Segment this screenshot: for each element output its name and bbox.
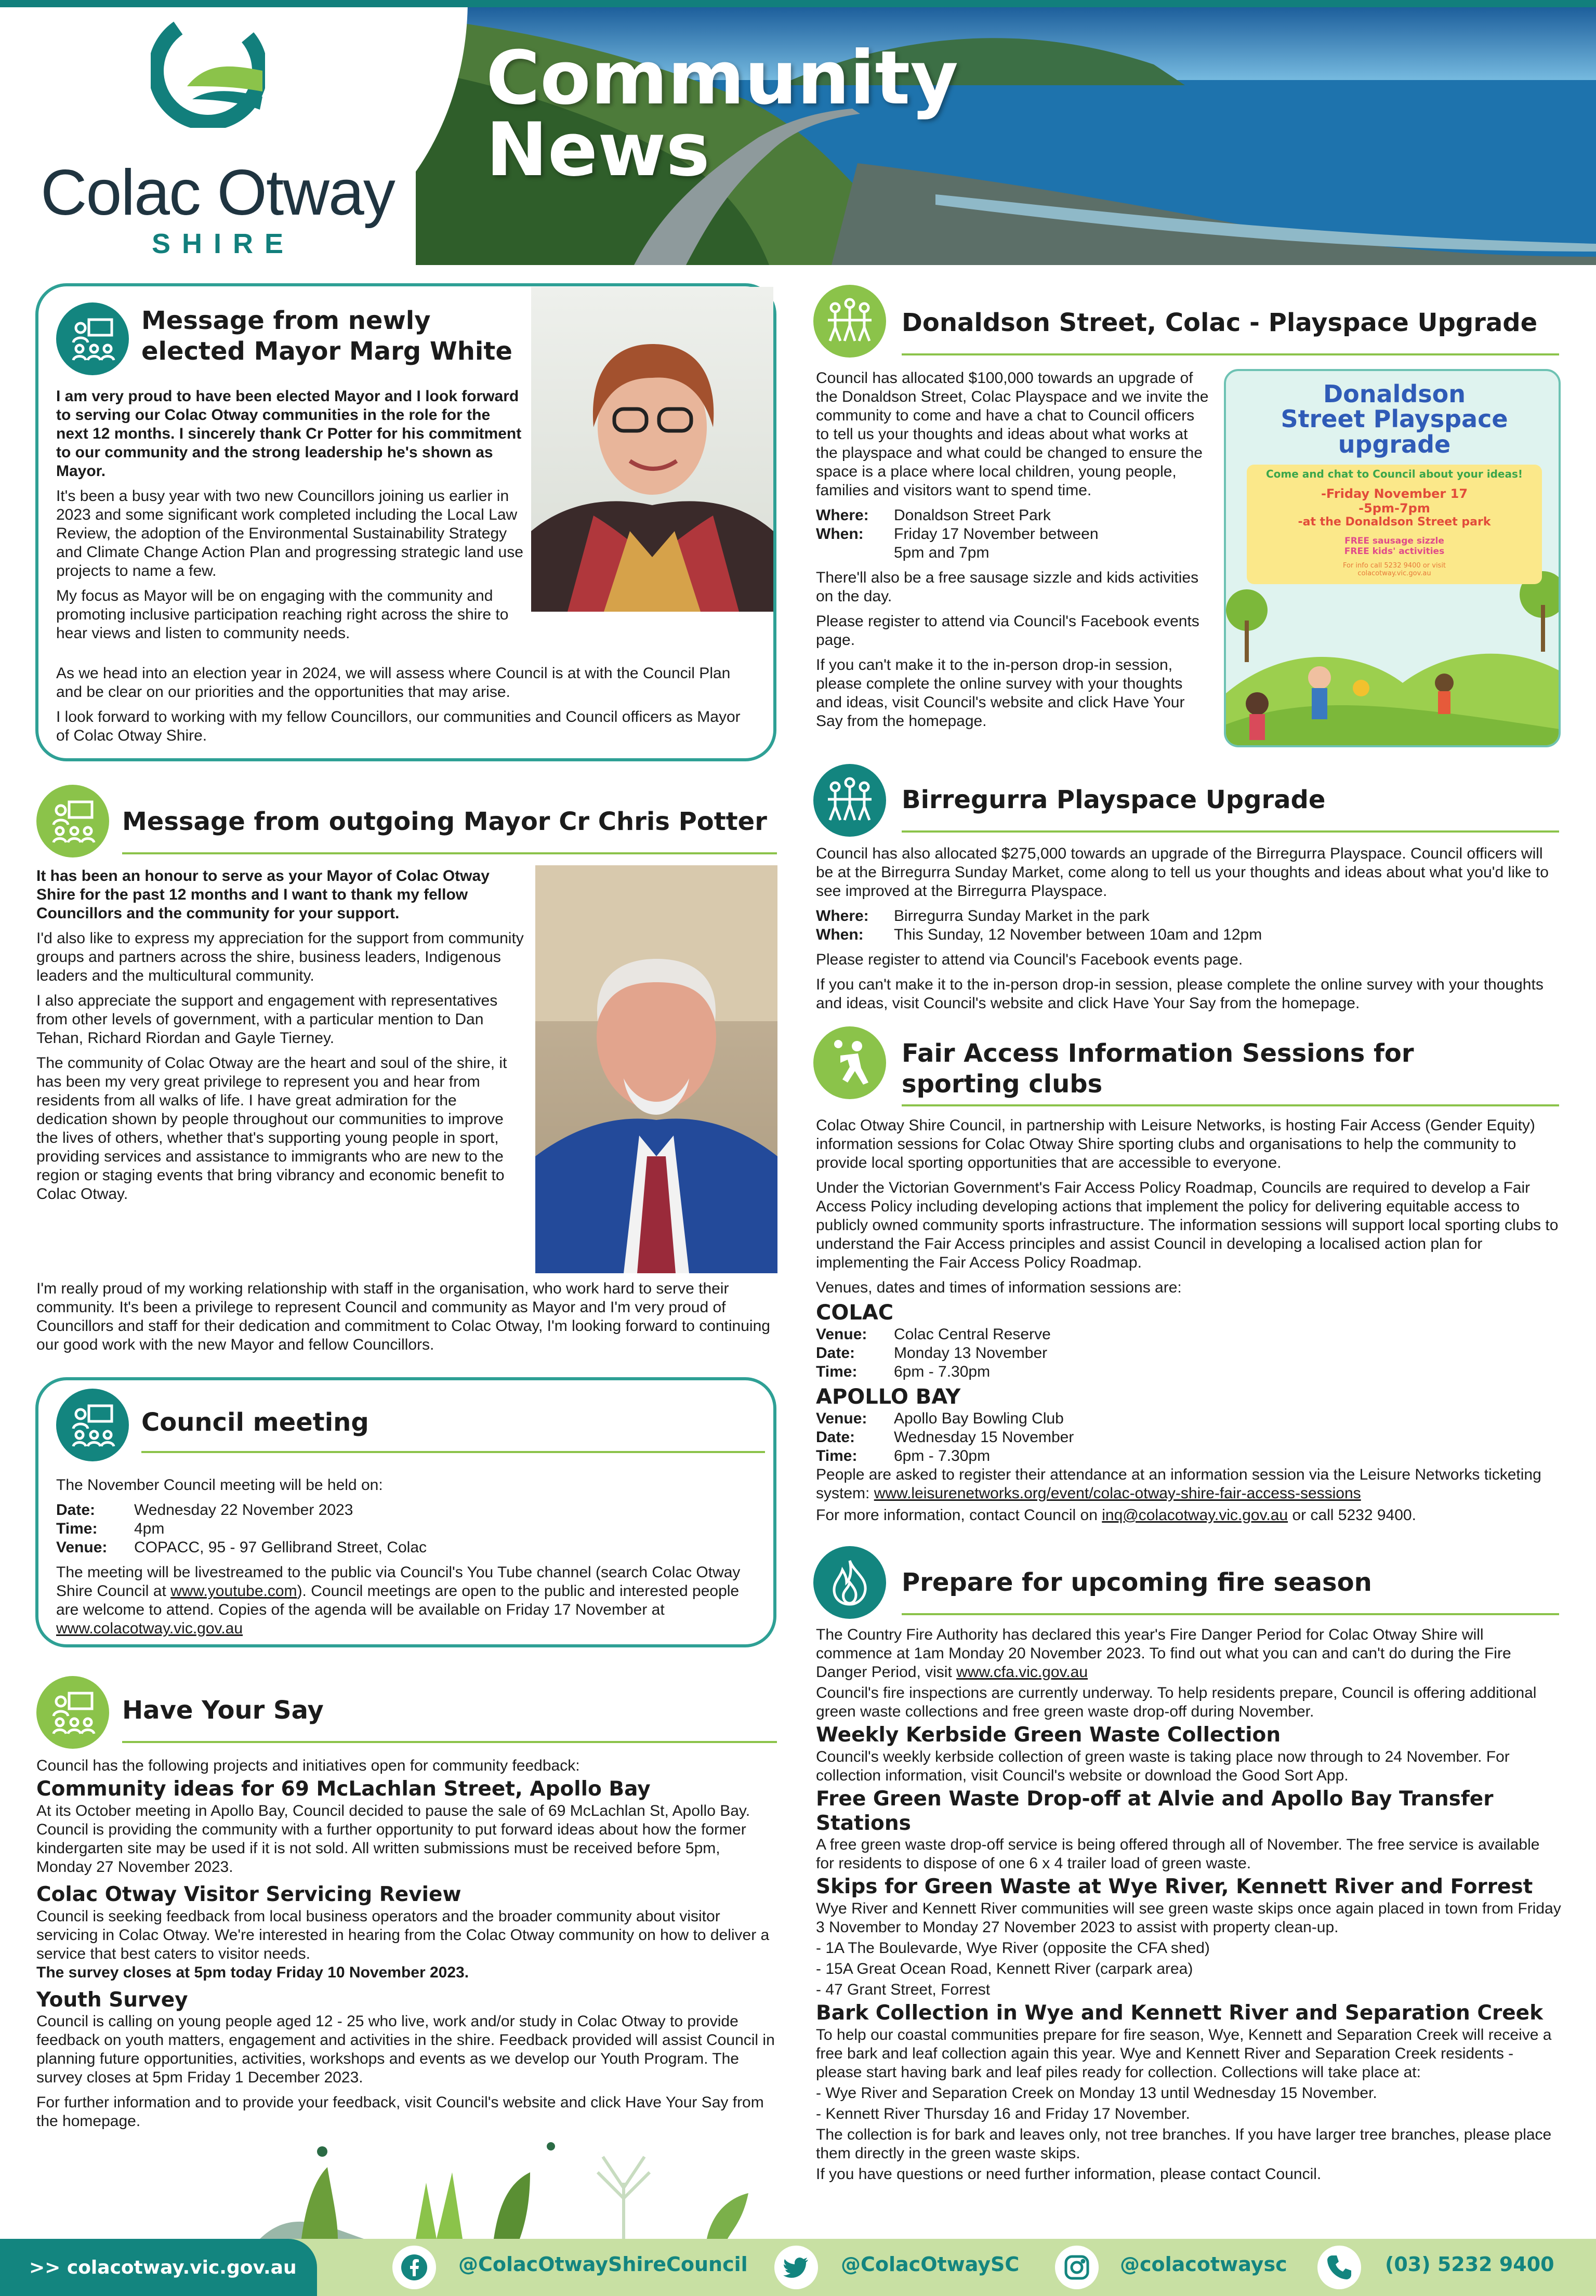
newsletter-title-line1: Community — [486, 35, 958, 121]
council-meeting-heading: Council meeting — [141, 1408, 369, 1437]
logo-shire: SHIRE — [152, 228, 295, 259]
poster-title-3: upgrade — [1338, 430, 1451, 458]
phone-icon[interactable] — [1317, 2246, 1361, 2289]
fire-heading: Prepare for upcoming fire season — [902, 1568, 1372, 1597]
council-email-link[interactable]: inq@colacotway.vic.gov.au — [1102, 1507, 1288, 1524]
fire-bark-text: To help our coastal communities prepare for fire season, Wye, Kennett and Separation Creek will receive a free bark and leaf collection again this year. Wye and Kennett River and Separation Creek residents - please start having bark and leaf piles ready for collection. Collections will take place at: — [816, 2026, 1552, 2081]
poster-info-1: For info call 5232 9400 or visit — [1342, 562, 1446, 570]
fair-access-p2: Under the Victorian Government's Fair Access Policy Roadmap, Councils are required to develop a Fair Access Policy including developing actions that implement the policy for delivering equitable access to publicly owned community sports infrastructure. The information sessions will support local sporting clubs to understand the Fair Access principles and assist Council in developing a localised action plan for implementing the Fair Access Policy Roadmap. — [816, 1179, 1559, 1271]
heading-rule — [122, 1741, 777, 1743]
phone-number[interactable]: (03) 5232 9400 — [1385, 2253, 1554, 2276]
fire-dropoff-text: A free green waste drop-off service is being offered through all of November. The free service is available for residents to dispose of one 6 x 4 trailer load of green waste. — [816, 1836, 1540, 1872]
poster-info-2: colacotway.vic.gov.au — [1357, 570, 1431, 577]
outgoing-mayor-text-wide — [36, 1279, 780, 1361]
birregurra-p1: Council has also allocated $275,000 towards an upgrade of the Birregurra Playspace. Council officers will be at the Birregurra Sunday Market, come along to tell us your thoughts and ideas about what you'd like to see improved at the Birregurra Playspace. — [816, 845, 1549, 900]
have-your-say-text — [36, 1757, 780, 2137]
fair-access-heading: Fair Access Information Sessions for sporting clubs — [902, 1039, 1414, 1099]
website-link[interactable]: >> colacotway.vic.gov.au — [0, 2239, 317, 2296]
mayor-chris-potter-photo — [535, 865, 777, 1273]
fire-skips-text: Wye River and Kennett River communities will see green waste skips once again placed in town from Friday 3 November to Monday 27 November 2023 to assist with property clean-up. — [816, 1900, 1561, 1936]
new-mayor-text — [56, 387, 524, 649]
new-mayor-heading: Message from newly elected Mayor Marg White — [141, 306, 512, 366]
apollo-venue-row: Venue: Apollo Bay Bowling Club — [816, 1410, 1064, 1427]
fire-bark-date-1: - Wye River and Separation Creek on Monday 13 until Wednesday 15 November. — [816, 2084, 1377, 2102]
have-your-say-heading: Have Your Say — [122, 1696, 324, 1725]
masthead — [0, 0, 1596, 265]
birregurra-text — [816, 844, 1559, 1019]
people-board-icon — [36, 1676, 109, 1749]
heading-rule — [902, 1104, 1559, 1106]
outgoing-mayor-intro: It has been an honour to serve as your Mayor of Colac Otway Shire for the past 12 months and I want to thank my fellow Councillors and the community for your support. — [36, 867, 490, 922]
fire-icon — [813, 1546, 886, 1619]
heading-rule — [902, 353, 1559, 355]
donaldson-where-row: Where: Donaldson Street Park — [816, 507, 1051, 524]
colac-date-row: Date: Monday 13 November — [816, 1344, 1048, 1362]
poster-line-3: -at the Donaldson Street park — [1298, 516, 1491, 529]
meeting-time-row: Time: 4pm — [56, 1520, 165, 1537]
heading-rule — [122, 852, 777, 854]
donaldson-p3: Please register to attend via Council's Facebook events page. — [816, 613, 1199, 649]
apollo-date-row: Date: Wednesday 15 November — [816, 1429, 1074, 1446]
donaldson-p2: There'll also be a free sausage sizzle and kids activities on the day. — [816, 569, 1199, 605]
plant-decoration — [260, 2120, 780, 2239]
fire-bark-note: The collection is for bark and leaves only, not tree branches. If you have larger tree branches, please place them directly in the green waste skips. — [816, 2126, 1552, 2162]
leisure-networks-link[interactable]: www.leisurenetworks.org/event/colac-otway-shire-fair-access-sessions — [874, 1485, 1361, 1502]
session-colac-title: COLAC — [816, 1301, 894, 1325]
facebook-icon[interactable] — [392, 2246, 436, 2289]
hys-youth-title: Youth Survey — [36, 1988, 188, 2012]
council-website-link[interactable]: www.colacotway.vic.gov.au — [56, 1620, 243, 1637]
heading-rule — [902, 830, 1559, 833]
new-mayor-p2: My focus as Mayor will be on engaging with the community and promoting inclusive participation reaching right across the shire to hear views and listen to community needs. — [56, 587, 509, 642]
fire-skips-location-2: - 15A Great Ocean Road, Kennett River (carpark area) — [816, 1960, 1193, 1978]
new-mayor-p1: It's been a busy year with two new Councillors joining us earlier in 2023 and some significant work completed including the Local Law Review, the adoption of the Environmental Sustainability Strategy and Climate Change Action Plan and progressing strategic land use projects to name a few. — [56, 487, 523, 579]
outgoing-mayor-p1: I'd also like to express my appreciation for the support from community groups and partners across the shire, business leaders, Indigenous leaders and the multicultural community. — [36, 930, 524, 984]
fire-p2: Council's fire inspections are currently underway. To help residents prepare, Council is offering additional green waste collections and free green waste drop-off during November. — [816, 1684, 1537, 1720]
birregurra-p3: If you can't make it to the in-person drop-in session, please complete the online survey with your thoughts and ideas, visit Council's website and click Have Your Say from the homepage. — [816, 976, 1544, 1012]
hys-outro: For further information and to provide your feedback, visit Council's website and click Have Your Say from the homepage. — [36, 2094, 764, 2130]
twitter-handle[interactable]: @ColacOtwaySC — [841, 2253, 1020, 2276]
meeting-date-row: Date: Wednesday 22 November 2023 — [56, 1501, 353, 1519]
fire-bark-title: Bark Collection in Wye and Kennett River and Separation Creek — [816, 2001, 1544, 2025]
people-board-icon — [56, 1389, 129, 1461]
fire-skips-title: Skips for Green Waste at Wye River, Kennett River and Forrest — [816, 1875, 1533, 1899]
outgoing-mayor-p3: The community of Colac Otway are the heart and soul of the shire, it has been my very great privilege to represent you and hear from residents from all walks of life. I have great admiration for the dedication shown by people throughout our communities to improve the lives of others, whether that's supporting young people in sport, providing services and assistance to immigrants who are new to the region or staging events that bring vibrancy and economic benefit to Colac Otway. — [36, 1054, 507, 1203]
poster-title-1: Donaldson — [1323, 380, 1466, 408]
newsletter-title-line2: News — [486, 107, 710, 193]
youtube-link[interactable]: www.youtube.com — [170, 1582, 297, 1600]
poster-line-1: -Friday November 17 — [1321, 486, 1468, 501]
colac-venue-row: Venue: Colac Central Reserve — [816, 1326, 1051, 1343]
fair-access-p3: Venues, dates and times of information sessions are: — [816, 1279, 1182, 1296]
birregurra-p2: Please register to attend via Council's Facebook events page. — [816, 951, 1243, 968]
fair-access-contact: For more information, contact Council on inq@colacotway.vic.gov.au or call 5232 9400. — [816, 1507, 1416, 1524]
heading-rule — [141, 1451, 765, 1453]
hys-visitor-text: Council is seeking feedback from local business operators and the broader community about visitor servicing in Colac Otway. We're interested in hearing from the Colac Otway community on how to deliver a service that best caters to visitor needs. The survey closes at 5pm today Friday 10 November 2023. — [36, 1907, 770, 1981]
fire-text — [816, 1626, 1562, 2190]
donaldson-p4: If you can't make it to the in-person drop-in session, please complete the online survey with your thoughts and ideas, visit Council's website and click Have Your Say from the homepage. — [816, 656, 1185, 730]
mayor-marg-white-photo — [531, 287, 773, 612]
cfa-link[interactable]: www.cfa.vic.gov.au — [956, 1664, 1088, 1681]
outgoing-mayor-p4: I'm really proud of my working relationship with staff in the organisation, who work hard to serve their community. It's been a privilege to represent Council and community as Mayor and I'm very proud of Councillors and staff for their dedication and commitment to Colac Otway, I'm looking forward to continuing our good work with the new Mayor and fellow Councillors. — [36, 1280, 770, 1353]
apollo-time-row: Time: 6pm - 7.30pm — [816, 1447, 991, 1464]
session-apollo-bay-title: APOLLO BAY — [816, 1385, 961, 1409]
new-mayor-p3: As we head into an election year in 2024, we will assess where Council is at with the Council Plan and be clear on our priorities and the opportunities that may arise. — [56, 665, 731, 701]
facebook-handle[interactable]: @ColacOtwayShireCouncil — [458, 2253, 748, 2276]
birregurra-when-row: When: This Sunday, 12 November between 10am and 12pm — [816, 926, 1262, 943]
playspace-poster — [1224, 369, 1561, 747]
new-mayor-p4: I look forward to working with my fellow Councillors, our communities and Council officers as Mayor of Colac Otway Shire. — [56, 708, 741, 744]
top-bar — [0, 0, 1596, 7]
outgoing-mayor-p2: I also appreciate the support and engagement with representatives from other levels of government, with a particular mention to Dan Tehan, Richard Riordan and Gayle Tierney. — [36, 992, 498, 1047]
poster-title-2: Street Playspace — [1281, 405, 1508, 433]
people-board-icon — [56, 302, 129, 375]
donaldson-heading: Donaldson Street, Colac - Playspace Upgrade — [902, 308, 1538, 337]
poster-line-2: -5pm-7pm — [1358, 501, 1430, 516]
donaldson-text — [816, 369, 1211, 737]
fair-access-register: People are asked to register their attendance at an information session via the Leisure Networks ticketing system: www.leisurenetworks.org/event/colac-otway-shire-fair-access-sessions — [816, 1466, 1541, 1502]
poster-tagline: Come and chat to Council about your ideas! — [1265, 468, 1523, 480]
hys-youth-text: Council is calling on young people aged 12 - 25 who live, work and/or study in Colac Otway to provide feedback on youth matters, engagement and activities in the shire. Feedback provided will assist Council in planning future opportunities, activities, workshops and events as we develop our Youth Program. The survey closes at 5pm Friday 1 December 2023. — [36, 2013, 775, 2087]
instagram-handle[interactable]: @colacotwaysc — [1120, 2253, 1287, 2276]
fire-bark-contact: If you have questions or need further information, please contact Council. — [816, 2165, 1322, 2183]
poster-free-1: FREE sausage sizzle — [1344, 536, 1444, 546]
instagram-icon[interactable] — [1055, 2246, 1099, 2289]
poster-free-2: FREE kids' activities — [1344, 546, 1445, 557]
fire-skips-location-1: - 1A The Boulevarde, Wye River (opposite the CFA shed) — [816, 1939, 1210, 1957]
fair-access-text — [816, 1116, 1562, 1531]
outgoing-mayor-heading: Message from outgoing Mayor Cr Chris Potter — [122, 807, 767, 836]
meeting-venue-row: Venue: COPACC, 95 - 97 Gellibrand Street, Colac — [56, 1539, 427, 1556]
fire-kerbside-title: Weekly Kerbside Green Waste Collection — [816, 1723, 1281, 1747]
new-mayor-intro: I am very proud to have been elected Mayor and I look forward to serving our Colac Otway communities in the role for the next 12 months. I sincerely thank Cr Potter for his commitment to our community and the strong leadership he's shown as Mayor. — [56, 388, 522, 480]
new-mayor-text-wide — [56, 664, 753, 751]
colac-otway-logo-mark — [151, 14, 265, 128]
fire-bark-date-2: - Kennett River Thursday 16 and Friday 17 November. — [816, 2105, 1190, 2122]
colac-time-row: Time: 6pm - 7.30pm — [816, 1363, 991, 1380]
hys-mclachlan-title: Community ideas for 69 McLachlan Street, Apollo Bay — [36, 1777, 651, 1801]
playground-icon — [813, 764, 886, 837]
logo-wordmark: Colac Otway — [41, 157, 394, 229]
birregurra-heading: Birregurra Playspace Upgrade — [902, 785, 1326, 814]
donaldson-when-row: When: Friday 17 November between 5pm and 7pm — [816, 525, 1099, 561]
birregurra-where-row: Where: Birregurra Sunday Market in the park — [816, 907, 1150, 925]
fire-p1: The Country Fire Authority has declared this year's Fire Danger Period for Colac Otway Shire will commence at 1am Monday 20 November 2023. To find out what you can and can't do during the Fire Danger Period, visit www.cfa.vic.gov.au — [816, 1626, 1511, 1681]
donaldson-p1: Council has allocated $100,000 towards an upgrade of the Donaldson Street, Colac Playspace and we invite the community to come and have a chat to Council officers to tell us your thoughts and ideas about what works at the playspace and what could be changed to ensure the space is a place where local children, young people, families and visitors want to spend time. — [816, 370, 1209, 499]
people-board-icon — [36, 785, 109, 857]
fair-access-p1: Colac Otway Shire Council, in partnership with Leisure Networks, is hosting Fair Access (Gender Equity) information sessions for Colac Otway Shire sporting clubs and organisations to help the community to provide local sporting opportunities that are accessible to everyone. — [816, 1117, 1535, 1171]
fire-dropoff-title: Free Green Waste Drop-off at Alvie and Apollo Bay Transfer Stations — [816, 1787, 1494, 1835]
hys-mclachlan-text: At its October meeting in Apollo Bay, Council decided to pause the sale of 69 McLachlan St, Apollo Bay. Council is providing the community with a further opportunity to put forward ideas about how the former kindergarten site may be used if it is not sold. All written submissions must be received before 5pm, Monday 27 November 2023. — [36, 1802, 750, 1876]
twitter-icon[interactable] — [774, 2246, 818, 2289]
council-meeting-text — [56, 1476, 753, 1644]
hys-visitor-title: Colac Otway Visitor Servicing Review — [36, 1882, 461, 1906]
meeting-intro: The November Council meeting will be held on: — [56, 1476, 383, 1494]
fire-skips-location-3: - 47 Grant Street, Forrest — [816, 1981, 991, 1999]
playground-icon — [813, 285, 886, 358]
outgoing-mayor-text — [36, 867, 527, 1210]
heading-rule — [902, 1613, 1559, 1615]
fire-kerbside-text: Council's weekly kerbside collection of green waste is taking place now through to 24 November. For collection information, visit Council's website or download the Good Sort App. — [816, 1748, 1510, 1784]
hys-intro: Council has the following projects and initiatives open for community feedback: — [36, 1757, 580, 1774]
sport-player-icon — [813, 1026, 886, 1099]
meeting-details: The meeting will be livestreamed to the public via Council's You Tube channel (search Colac Otway Shire Council at www.youtube.com). Council meetings are open to the public and interested people are welcome to attend. Copies of the agenda will be available on Friday 17 November at www.colacotway.vic.gov.au — [56, 1564, 741, 1637]
